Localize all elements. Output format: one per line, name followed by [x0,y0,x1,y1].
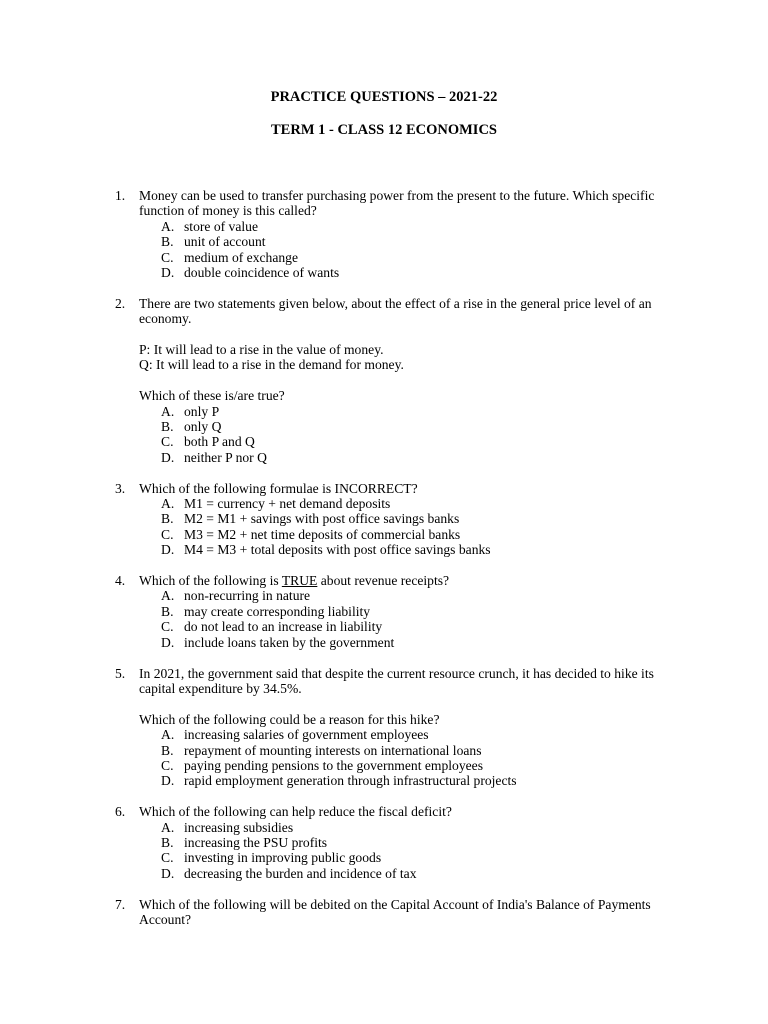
option-list [139,588,685,650]
option-letter: C. [161,526,174,542]
option-a [139,588,685,603]
question-number: 1. [115,188,126,203]
option-c [139,619,685,634]
option-text: M3 = M2 + net time deposits of commercial banks [184,526,461,542]
option-c [139,758,685,773]
question-text: Which of the following formulae is INCORRECT? [139,480,418,496]
option-text: paying pending pensions to the government employees [184,757,484,773]
option-letter: D. [161,449,175,465]
option-letter: A. [161,496,175,512]
option-letter: A. [161,588,175,604]
option-letter: B. [161,419,174,435]
option-b [139,604,685,619]
question-prompt: Which of these is/are true? [139,388,285,404]
option-a [139,820,685,835]
option-b [139,743,685,758]
option-d [139,265,685,280]
option-letter: B. [161,834,174,850]
option-b [139,511,685,526]
statement-p: P: It will lead to a rise in the value of money. [139,342,384,358]
option-letter: A. [161,218,175,234]
question-text-start: Which of the following is [139,573,282,589]
option-letter: D. [161,773,175,789]
option-a [139,727,685,742]
option-text: decreasing the burden and incidence of tax [184,865,417,881]
page-title: PRACTICE QUESTIONS – 2021-22 [270,89,498,105]
question-number: 7. [115,896,126,912]
question-number: 2. [115,295,126,311]
option-b [139,835,685,850]
option-text: non-recurring in nature [184,588,311,604]
option-letter: D. [161,865,175,881]
question-text: Which of the following will be debited on the Capital Account of India's Balance of Payments Account? [139,896,651,927]
option-letter: C. [161,619,174,635]
option-letter: C. [161,757,174,773]
option-d [139,866,685,881]
option-text: M4 = M3 + total deposits with post office savings banks [184,542,491,558]
option-text: include loans taken by the government [184,634,395,650]
option-text: rapid employment generation through infrastructural projects [184,773,517,789]
option-c [139,434,685,449]
option-text: investing in improving public goods [184,850,382,866]
option-a [139,219,685,234]
option-text: store of value [184,218,258,234]
option-letter: B. [161,742,174,758]
question-list [115,188,685,927]
question-prompt: Which of the following could be a reason for this hike? [139,711,440,727]
option-letter: B. [161,234,174,250]
option-text: only P [184,403,220,419]
question-text: In 2021, the government said that despite the current resource crunch, it has decided to hike its capital expenditure by 34.5%. [139,665,654,696]
option-letter: C. [161,850,174,866]
option-c [139,250,685,265]
option-letter: D. [161,265,175,281]
option-letter: A. [161,819,175,835]
option-text: do not lead to an increase in liability [184,619,383,635]
question-6 [115,804,685,881]
option-d [139,635,685,650]
option-d [139,542,685,557]
option-text: double coincidence of wants [184,265,340,281]
page-subtitle: TERM 1 - CLASS 12 ECONOMICS [271,122,497,138]
option-letter: C. [161,249,174,265]
option-letter: B. [161,603,174,619]
option-letter: C. [161,434,174,450]
question-number: 3. [115,480,126,496]
option-text: increasing subsidies [184,819,294,835]
option-letter: D. [161,634,175,650]
option-text: M2 = M1 + savings with post office savings banks [184,511,460,527]
question-text [139,573,685,588]
question-text-end: about revenue receipts? [317,573,450,589]
question-emphasis: TRUE [281,573,318,589]
option-c [139,527,685,542]
option-d [139,450,685,465]
question-1 [115,188,685,280]
option-letter: A. [161,403,175,419]
option-c [139,850,685,865]
option-b [139,234,685,249]
option-text: repayment of mounting interests on international loans [184,742,482,758]
option-list [139,820,685,882]
question-text: There are two statements given below, about the effect of a rise in the general price level of an economy. [139,295,652,327]
option-text: increasing salaries of government employees [184,727,429,743]
option-letter: D. [161,542,175,558]
question-text: Money can be used to transfer purchasing power from the present to the future. Which specific function of money is this called? [139,188,655,219]
question-number: 6. [115,804,126,820]
question-3 [115,481,685,558]
option-list [139,404,685,466]
question-number: 4. [115,573,126,589]
option-list [139,219,685,281]
option-text: only Q [184,419,222,435]
question-5 [115,666,685,789]
option-a [139,404,685,419]
option-b [139,419,685,434]
option-letter: A. [161,727,175,743]
option-d [139,773,685,788]
option-text: unit of account [184,234,266,250]
statement-q: Q: It will lead to a rise in the demand for money. [139,357,404,373]
option-text: neither P nor Q [184,449,267,465]
option-list [139,727,685,789]
question-7 [115,897,685,928]
option-text: both P and Q [184,434,255,450]
option-text: increasing the PSU profits [184,834,328,850]
option-letter: B. [161,511,174,527]
option-a [139,496,685,511]
question-text: Which of the following can help reduce the fiscal deficit? [139,804,452,820]
option-text: may create corresponding liability [184,603,371,619]
option-text: M1 = currency + net demand deposits [184,496,391,512]
option-list [139,496,685,558]
question-number: 5. [115,665,126,681]
question-2 [115,296,685,465]
question-4 [115,573,685,650]
option-text: medium of exchange [184,249,298,265]
